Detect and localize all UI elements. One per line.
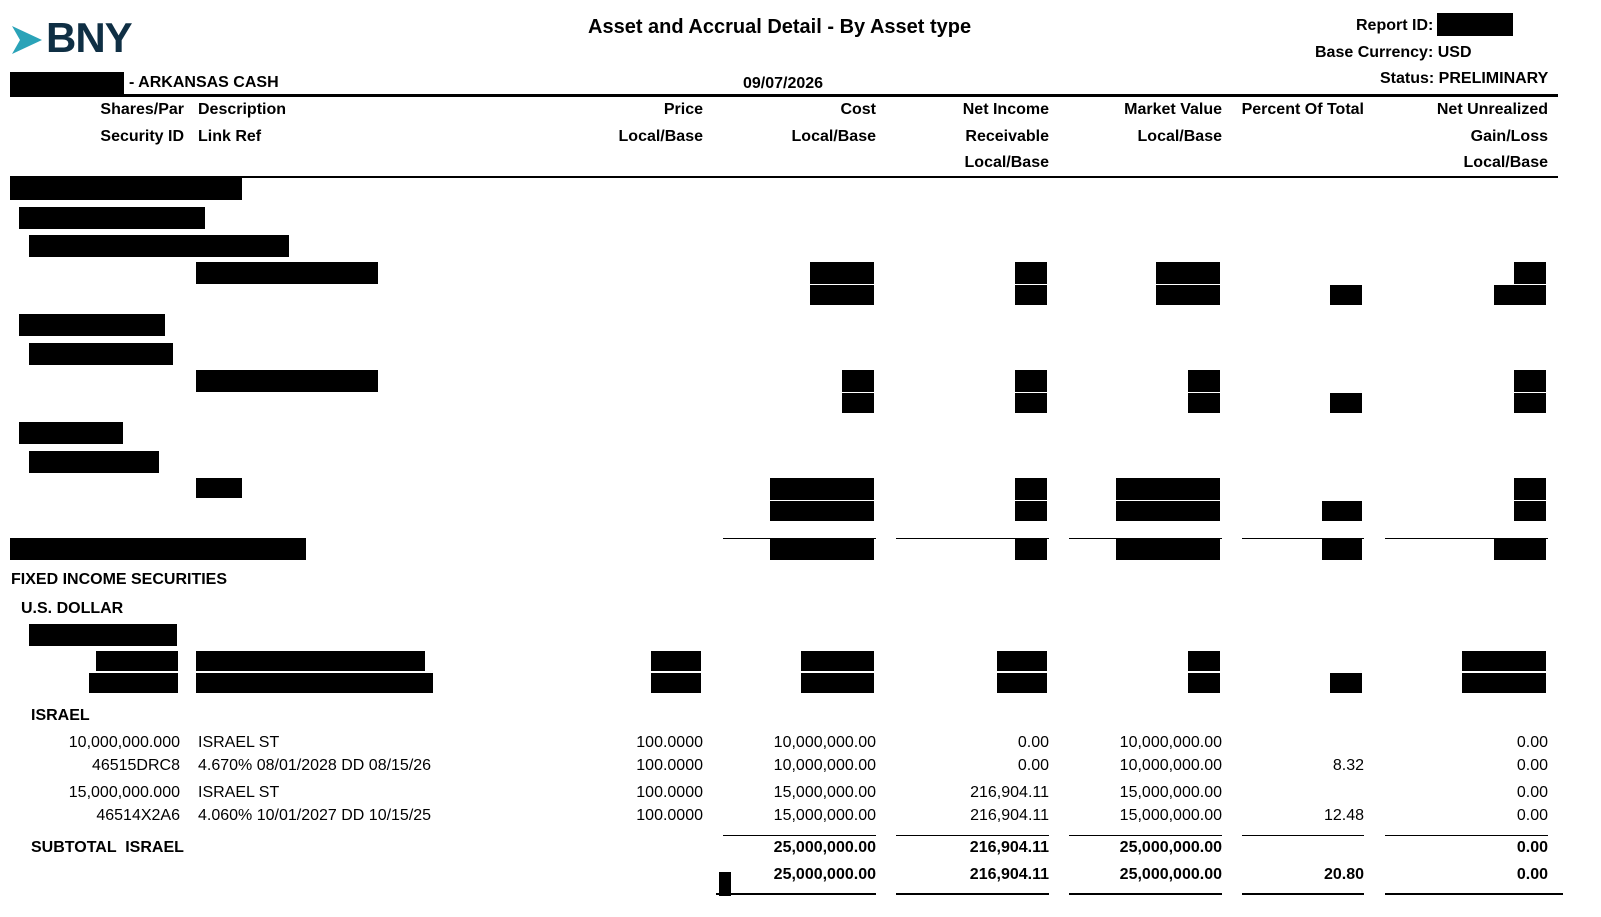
redacted-block	[1015, 501, 1047, 521]
col-cost: Cost	[840, 101, 876, 118]
redacted-block	[1116, 501, 1220, 521]
report-title: Asset and Accrual Detail - By Asset type	[588, 16, 972, 38]
holding-mv-base: 15,000,000.00	[1119, 807, 1222, 824]
section-fixed-income: FIXED INCOME SECURITIES	[11, 571, 228, 588]
logo-wordmark: BNY	[46, 14, 132, 61]
redacted-block	[770, 478, 874, 500]
holding-cost-base: 15,000,000.00	[773, 807, 876, 824]
holding-price-local: 100.0000	[636, 734, 703, 751]
subtotal-mv-base: 25,000,000.00	[1119, 866, 1222, 883]
redacted-block	[1015, 370, 1047, 392]
section-israel: ISRAEL	[31, 707, 90, 724]
col-shares-par: Shares/Par	[100, 101, 184, 118]
redacted-block	[1156, 262, 1220, 284]
holding-shares: 10,000,000.000	[68, 734, 180, 751]
holding-gain-base: 0.00	[1516, 757, 1548, 774]
redacted-block	[1462, 651, 1546, 671]
redacted-block	[196, 478, 242, 498]
holding-nir-base: 0.00	[1017, 757, 1049, 774]
redacted-block	[1156, 285, 1220, 305]
holding-cost-base: 10,000,000.00	[773, 757, 876, 774]
col-nir-1: Net Income	[962, 101, 1049, 118]
redacted-block	[1514, 393, 1546, 413]
redacted-block	[1494, 538, 1546, 560]
redacted-block	[1494, 285, 1546, 305]
redacted-block	[1188, 673, 1220, 693]
redacted-block	[1116, 478, 1220, 500]
logo-arrow-icon	[12, 26, 42, 54]
header-rule	[10, 94, 1558, 97]
redacted-block	[810, 285, 874, 305]
col-gain-loss: Gain/Loss	[1470, 128, 1548, 145]
holding-mv-base: 10,000,000.00	[1119, 757, 1222, 774]
report-status: Status: PRELIMINARY	[1380, 70, 1549, 87]
redacted-block	[29, 343, 173, 365]
redacted-block	[196, 673, 433, 693]
account-name: - ARKANSAS CASH	[129, 74, 279, 91]
redacted-block	[770, 501, 874, 521]
redacted-block	[10, 178, 242, 200]
holding-description: ISRAEL ST	[198, 734, 280, 751]
col-market-value-sub: Local/Base	[1137, 128, 1222, 145]
holding-percent: 8.32	[1332, 757, 1364, 774]
redacted-block	[10, 538, 306, 560]
report-id-label: Report ID:	[1356, 17, 1434, 34]
holding-nir-local: 216,904.11	[970, 784, 1049, 801]
redacted-block	[810, 262, 874, 284]
holding-cost-local: 15,000,000.00	[773, 784, 876, 801]
subtotal-rule	[723, 835, 876, 836]
redacted-block	[29, 624, 177, 646]
redacted-block	[1514, 478, 1546, 500]
redacted-block	[1514, 262, 1546, 284]
redacted-block	[29, 451, 159, 473]
subtotal-mv-local: 25,000,000.00	[1119, 839, 1222, 856]
holding-gain-local: 0.00	[1516, 734, 1548, 751]
redacted-block	[1462, 673, 1546, 693]
redacted-report-id	[1437, 13, 1513, 36]
col-nir-3: Local/Base	[964, 154, 1049, 171]
redacted-block	[1514, 370, 1546, 392]
col-nir-2: Receivable	[965, 128, 1049, 145]
redacted-block	[770, 538, 874, 560]
redacted-block	[19, 207, 205, 229]
subtotal-rule	[896, 835, 1049, 836]
subtotal-rule	[1242, 835, 1364, 836]
redacted-block	[1514, 501, 1546, 521]
redacted-block	[842, 393, 874, 413]
redacted-block	[196, 651, 425, 671]
grand-total-rule	[896, 893, 1049, 895]
redacted-block	[1322, 501, 1362, 521]
holding-nir-local: 0.00	[1017, 734, 1049, 751]
redacted-block	[651, 673, 701, 693]
redacted-block	[801, 651, 874, 671]
col-price-sub: Local/Base	[618, 128, 703, 145]
holding-gain-base: 0.00	[1516, 807, 1548, 824]
redacted-block	[1188, 651, 1220, 671]
subtotal-nir-local: 216,904.11	[969, 839, 1049, 856]
holding-gain-local: 0.00	[1516, 784, 1548, 801]
holding-security-id: 46515DRC8	[91, 757, 180, 774]
redacted-block	[842, 370, 874, 392]
grand-total-rule	[1069, 893, 1222, 895]
holding-price-base: 100.0000	[636, 807, 703, 824]
redacted-block	[1188, 393, 1220, 413]
holding-description-detail: 4.670% 08/01/2028 DD 08/15/26	[198, 757, 432, 774]
col-security-id: Security ID	[100, 128, 184, 145]
holding-percent: 12.48	[1323, 807, 1364, 824]
redacted-block	[89, 673, 178, 693]
subtotal-rule	[1385, 835, 1548, 836]
redacted-block	[651, 651, 701, 671]
redacted-block	[1015, 538, 1047, 560]
redacted-block	[1015, 393, 1047, 413]
holding-shares: 15,000,000.000	[68, 784, 180, 801]
subtotal-rule	[1069, 835, 1222, 836]
holding-security-id: 46514X2A6	[96, 807, 180, 824]
holding-price-local: 100.0000	[636, 784, 703, 801]
redacted-block	[29, 235, 289, 257]
redacted-block	[1330, 393, 1362, 413]
redacted-account-id	[10, 72, 124, 94]
redacted-block	[96, 651, 178, 671]
grand-total-rule	[1242, 893, 1364, 895]
col-description: Description	[198, 101, 287, 118]
grand-total-rule	[1385, 893, 1563, 895]
base-currency: Base Currency: USD	[1315, 44, 1472, 61]
holding-cost-local: 10,000,000.00	[773, 734, 876, 751]
redacted-block	[1116, 538, 1220, 560]
redacted-block	[19, 422, 123, 444]
redacted-block	[801, 673, 874, 693]
col-price: Price	[663, 101, 703, 118]
col-percent-of-total: Percent Of Total	[1241, 101, 1364, 118]
subtotal-cost-base: 25,000,000.00	[773, 866, 876, 883]
redacted-block	[1188, 370, 1220, 392]
redacted-block	[19, 314, 165, 336]
subtotal-gain-local: 0.00	[1516, 839, 1548, 856]
redacted-block	[1015, 478, 1047, 500]
holding-description-detail: 4.060% 10/01/2027 DD 10/15/25	[198, 807, 432, 824]
subtotal-percent: 20.80	[1323, 866, 1364, 883]
subtotal-nir-base: 216,904.11	[969, 866, 1049, 883]
col-market-value: Market Value	[1124, 101, 1222, 118]
holding-nir-base: 216,904.11	[970, 807, 1049, 824]
holding-mv-local: 10,000,000.00	[1119, 734, 1222, 751]
section-us-dollar: U.S. DOLLAR	[21, 600, 124, 617]
redacted-block	[997, 673, 1047, 693]
holding-mv-local: 15,000,000.00	[1119, 784, 1222, 801]
col-nug-sub: Local/Base	[1463, 154, 1548, 171]
subtotal-cost-local: 25,000,000.00	[773, 839, 876, 856]
redacted-block	[1330, 285, 1362, 305]
redacted-block	[1015, 262, 1047, 284]
holding-price-base: 100.0000	[636, 757, 703, 774]
col-net-unrealized: Net Unrealized	[1436, 101, 1548, 118]
report-date: 09/07/2026	[743, 75, 824, 92]
subtotal-gain-base: 0.00	[1516, 866, 1548, 883]
grand-total-rule	[716, 893, 876, 895]
column-header-rule	[10, 176, 1558, 178]
holding-description: ISRAEL ST	[198, 784, 280, 801]
subtotal-label: SUBTOTAL ISRAEL	[31, 839, 184, 856]
col-link-ref: Link Ref	[198, 128, 262, 145]
redacted-block	[1330, 673, 1362, 693]
redacted-block	[997, 651, 1047, 671]
col-cost-sub: Local/Base	[791, 128, 876, 145]
redacted-block	[1322, 538, 1362, 560]
redacted-block	[196, 262, 378, 284]
redacted-block	[196, 370, 378, 392]
redacted-block	[1015, 285, 1047, 305]
